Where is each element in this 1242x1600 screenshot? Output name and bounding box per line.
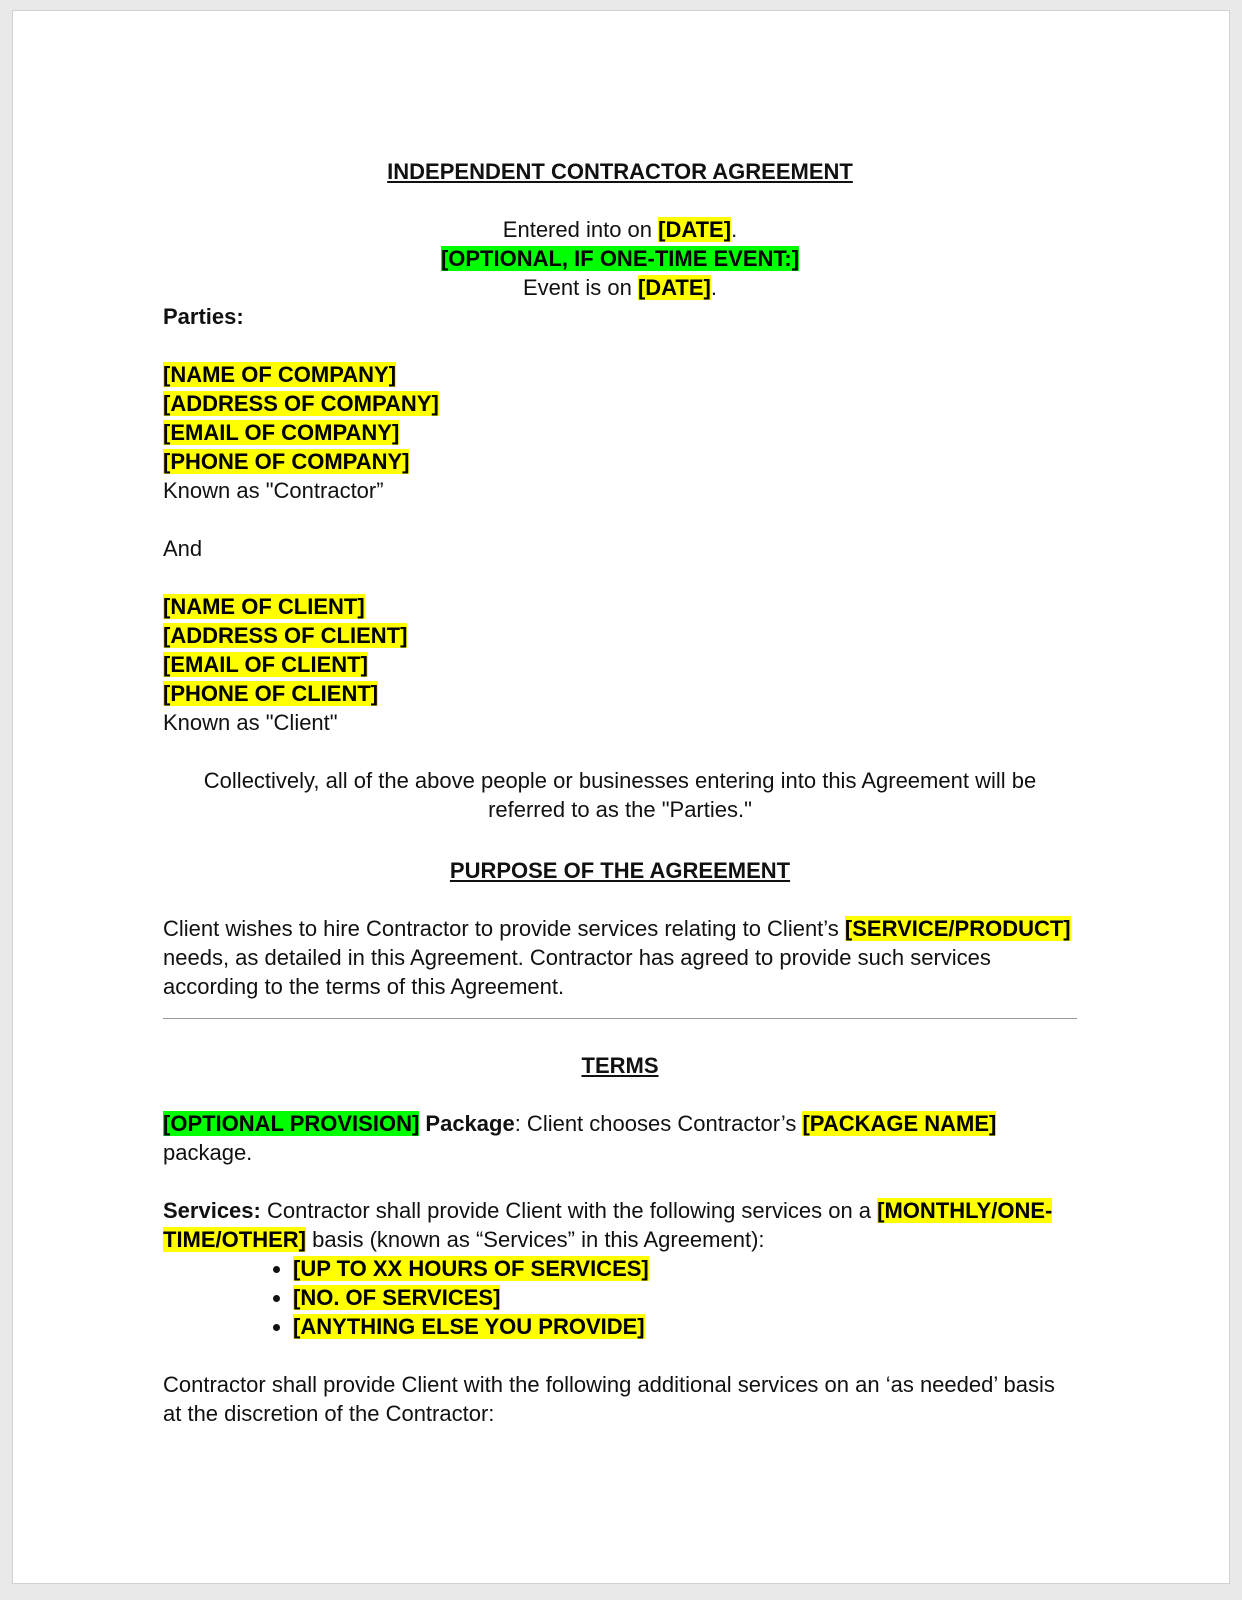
additional-services-paragraph: Contractor shall provide Client with the following additional services on an ‘as needed’ basis at the discretion of the Contractor: bbox=[163, 1372, 1055, 1426]
optional-provision-placeholder: [OPTIONAL PROVISION] bbox=[163, 1111, 420, 1136]
section-divider bbox=[163, 1018, 1077, 1019]
company-block bbox=[163, 360, 1077, 505]
hours-of-services-placeholder: [UP TO XX HOURS OF SERVICES] bbox=[293, 1256, 649, 1281]
document-page bbox=[12, 10, 1230, 1584]
entered-into-text: Entered into on bbox=[502, 217, 659, 242]
package-paragraph bbox=[163, 1109, 1077, 1167]
company-name-placeholder: [NAME OF COMPANY] bbox=[163, 362, 397, 387]
service-product-placeholder: [SERVICE/PRODUCT] bbox=[844, 916, 1071, 941]
period-text: . bbox=[710, 275, 717, 300]
company-email-placeholder: [EMAIL OF COMPANY] bbox=[163, 420, 400, 445]
services-label: Services: bbox=[163, 1198, 261, 1223]
purpose-text-pre: Client wishes to hire Contractor to provide services relating to Client’s bbox=[163, 916, 845, 941]
contract-document bbox=[13, 11, 1229, 1428]
client-address-placeholder: [ADDRESS OF CLIENT] bbox=[163, 623, 408, 648]
package-label: Package bbox=[425, 1111, 515, 1136]
client-block bbox=[163, 592, 1077, 737]
company-address-placeholder: [ADDRESS OF COMPANY] bbox=[163, 391, 439, 416]
and-separator: And bbox=[163, 536, 203, 561]
package-text-mid: : Client chooses Contractor’s bbox=[514, 1111, 803, 1136]
parties-heading: Parties: bbox=[163, 304, 244, 329]
company-phone-placeholder: [PHONE OF COMPANY] bbox=[163, 449, 410, 474]
terms-heading: TERMS bbox=[581, 1053, 659, 1078]
services-paragraph bbox=[163, 1196, 1077, 1254]
purpose-heading: PURPOSE OF THE AGREEMENT bbox=[449, 858, 791, 883]
client-email-placeholder: [EMAIL OF CLIENT] bbox=[163, 652, 368, 677]
list-item bbox=[293, 1312, 1077, 1341]
list-item bbox=[293, 1283, 1077, 1312]
purpose-text-post: needs, as detailed in this Agreement. Contractor has agreed to provide such services according to the terms of this Agreement. bbox=[163, 945, 991, 999]
intro-block bbox=[163, 215, 1077, 302]
collectively-paragraph: Collectively, all of the above people or businesses entering into this Agreement will be referred to as the "Parties." bbox=[203, 768, 1037, 822]
services-text-post: basis (known as “Services” in this Agreement): bbox=[306, 1227, 765, 1252]
services-text-pre: Contractor shall provide Client with the following services on a bbox=[260, 1198, 878, 1223]
document-title: INDEPENDENT CONTRACTOR AGREEMENT bbox=[387, 159, 853, 184]
date-placeholder: [DATE] bbox=[658, 217, 732, 242]
client-known-as-text: Known as "Client" bbox=[163, 710, 338, 735]
event-date-placeholder: [DATE] bbox=[637, 275, 711, 300]
anything-else-placeholder: [ANYTHING ELSE YOU PROVIDE] bbox=[293, 1314, 645, 1339]
period-text: . bbox=[731, 217, 738, 242]
event-is-on-text: Event is on bbox=[523, 275, 638, 300]
list-item bbox=[293, 1254, 1077, 1283]
optional-one-time-event-placeholder: [OPTIONAL, IF ONE-TIME EVENT:] bbox=[440, 246, 800, 271]
client-name-placeholder: [NAME OF CLIENT] bbox=[163, 594, 365, 619]
frequency-placeholder: [MONTHLY/ONE-TIME/OTHER] bbox=[163, 1198, 1053, 1252]
package-text-post: package. bbox=[163, 1140, 253, 1165]
company-known-as-text: Known as "Contractor” bbox=[163, 478, 384, 503]
client-phone-placeholder: [PHONE OF CLIENT] bbox=[163, 681, 379, 706]
services-bullet-list bbox=[163, 1254, 1077, 1341]
number-of-services-placeholder: [NO. OF SERVICES] bbox=[293, 1285, 501, 1310]
package-name-placeholder: [PACKAGE NAME] bbox=[802, 1111, 997, 1136]
purpose-paragraph bbox=[163, 914, 1077, 1001]
